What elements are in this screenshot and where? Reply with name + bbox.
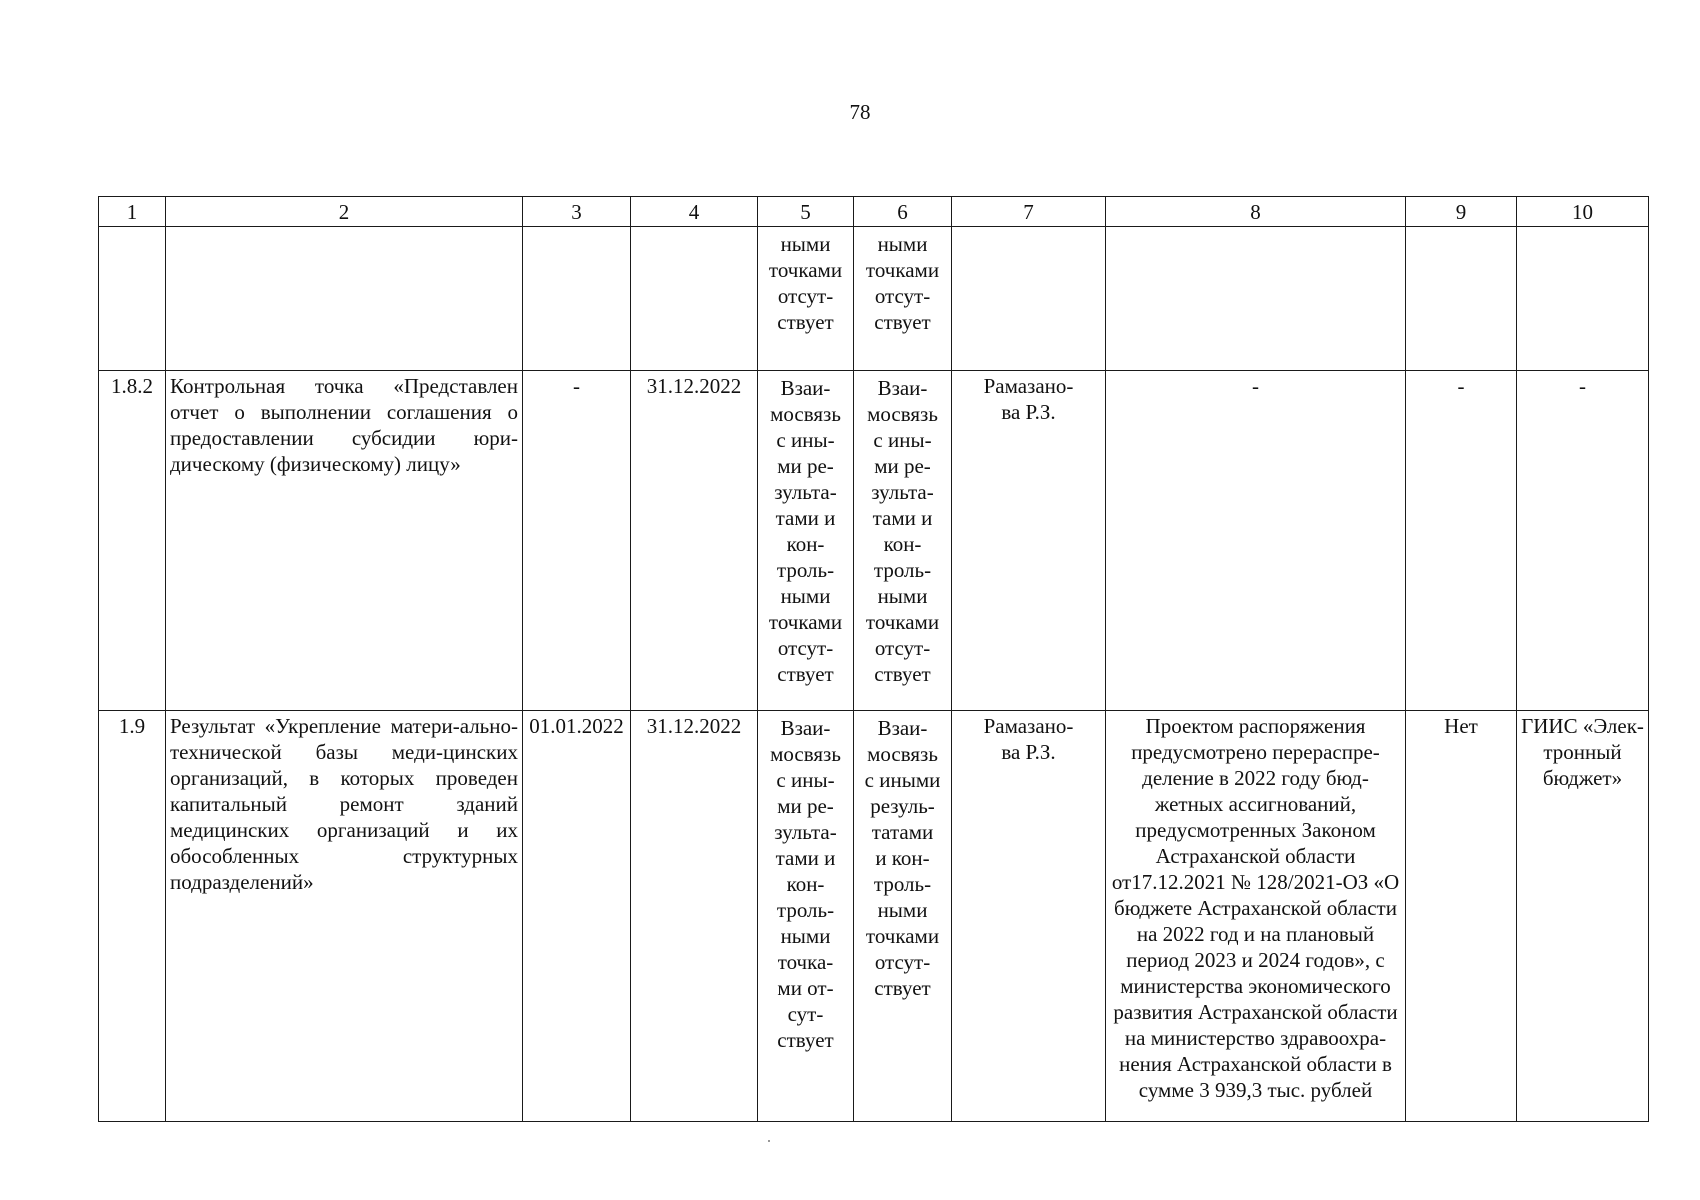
row-col9 [1406, 227, 1517, 371]
plan-table [98, 196, 1649, 1122]
row-end-date: 31.12.2022 [631, 371, 758, 711]
row-start-date: 01.01.2022 [523, 711, 631, 1122]
row-id: 1.8.2 [99, 371, 166, 711]
row-responsible [952, 227, 1106, 371]
row-responsible: Рамазано- ва Р.З. [952, 711, 1106, 1122]
page-number: 78 [849, 100, 871, 124]
table-row [99, 227, 1649, 371]
row-col6: Взаи- мосвязь с ины- ми ре- зульта- тами и кон- троль- ными точками отсут- ствует [854, 371, 952, 711]
row-name: Результат «Укрепление матери-ально-технической базы меди-цинских организаций, в которых проведен капитальный ремонт зданий медицинских организаций и их обособленных структурных подразделений» [166, 711, 523, 1122]
row-col9: Нет [1406, 711, 1517, 1122]
table-row [99, 711, 1649, 1122]
row-col10 [1517, 227, 1649, 371]
header-col-10: 10 [1517, 197, 1649, 227]
row-id [99, 227, 166, 371]
header-col-8: 8 [1106, 197, 1406, 227]
row-end-date: 31.12.2022 [631, 711, 758, 1122]
row-col10: - [1517, 371, 1649, 711]
row-col8: - [1106, 371, 1406, 711]
row-col10: ГИИС «Элек-тронный бюджет» [1517, 711, 1649, 1122]
header-col-1: 1 [99, 197, 166, 227]
row-id: 1.9 [99, 711, 166, 1122]
row-end-date [631, 227, 758, 371]
table-row [99, 371, 1649, 711]
row-start-date [523, 227, 631, 371]
header-col-5: 5 [758, 197, 854, 227]
header-col-2: 2 [166, 197, 523, 227]
row-col5: ными точками отсут- ствует [758, 227, 854, 371]
row-name: Контрольная точка «Представлен отчет о выполнении соглашения о предоставлении субсидии юри-дическому (физическому) лицу» [166, 371, 523, 711]
header-col-6: 6 [854, 197, 952, 227]
header-col-3: 3 [523, 197, 631, 227]
row-col5: Взаи- мосвязь с ины- ми ре- зульта- тами и кон- троль- ными точка- ми от- сут- ствует [758, 711, 854, 1122]
row-col9: - [1406, 371, 1517, 711]
header-col-7: 7 [952, 197, 1106, 227]
row-col6: Взаи- мосвязь с иными резуль- татами и кон- троль- ными точками отсут- ствует [854, 711, 952, 1122]
row-responsible: Рамазано- ва Р.З. [952, 371, 1106, 711]
table-header-row [99, 197, 1649, 227]
scan-speck [768, 1140, 770, 1142]
header-col-4: 4 [631, 197, 758, 227]
row-col8 [1106, 227, 1406, 371]
row-start-date: - [523, 371, 631, 711]
row-col5: Взаи- мосвязь с ины- ми ре- зульта- тами и кон- троль- ными точками отсут- ствует [758, 371, 854, 711]
row-name [166, 227, 523, 371]
header-col-9: 9 [1406, 197, 1517, 227]
row-col8: Проектом распоряжения предусмотрено перераспре-деление в 2022 году бюд-жетных ассигнований, предусмотренных Законом Астраханской области от17.12.2021 № 128/2021-ОЗ «О бюджете Астраханской области на 2022 год и на плановый период 2023 и 2024 годов», с министерства экономического развития Астраханской области на министерство здравоохра-нения Астраханской области в сумме 3 939,3 тыс. рублей [1106, 711, 1406, 1122]
row-col6: ными точками отсут- ствует [854, 227, 952, 371]
